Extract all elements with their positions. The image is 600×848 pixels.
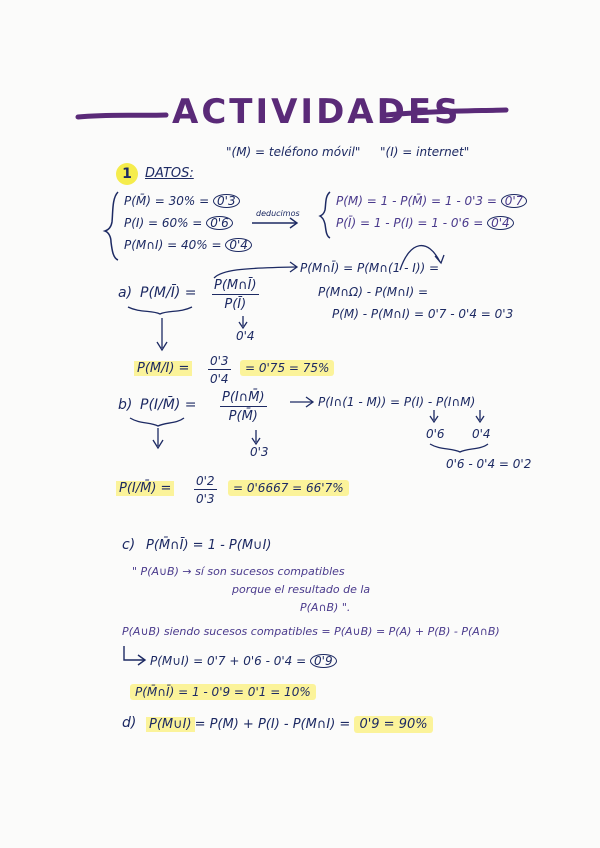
- legend-i: "(I) = internet": [380, 145, 470, 159]
- part-b-value: 0'4: [472, 427, 491, 441]
- part-c-calc: P(M∪I) = 0'7 + 0'6 - 0'4 = 0'9: [150, 654, 337, 668]
- given-value: 0'6: [206, 216, 233, 230]
- part-c-label: c): [122, 537, 136, 553]
- part-c-note-line: porque el resultado de la: [232, 583, 371, 596]
- underbrace-b: [130, 418, 184, 426]
- part-a-result-fraction: $\frac{0'3}{0'4}$: [210, 354, 229, 386]
- part-c-formula: P(A∪B) siendo sucesos compatibles = P(A∪B) = P(A) + P(B) - P(A∩B): [122, 625, 500, 638]
- part-b-fraction: $\frac{P(I\cap M̄)}{P(M̄)}$: [222, 390, 265, 424]
- deduced-value: 0'7: [501, 194, 528, 208]
- title-rule-left: [78, 115, 166, 117]
- deduced-brace: [320, 192, 330, 238]
- part-d-row: P(M∪I) = P(M) + P(I) - P(M∩I) = 0'9 = 90%: [146, 718, 433, 731]
- part-a-result: = 0'75 = 75%: [240, 362, 334, 374]
- side-arrow-a: [214, 267, 296, 278]
- deduce-label: deducimos: [256, 209, 300, 218]
- given-row: P(I) = 60% = 0'6: [124, 216, 233, 230]
- given-brace: [105, 192, 118, 260]
- part-d-label: d): [122, 715, 137, 731]
- given-row: P(M∩I) = 40% = 0'4: [124, 238, 252, 252]
- part-a-label: a): [118, 285, 133, 301]
- part-b-lhs: P(I/M̄) =: [140, 397, 197, 413]
- part-b-result-fraction: $\frac{0'2}{0'3}$: [196, 474, 215, 506]
- part-b-den-value: 0'3: [250, 445, 269, 459]
- part-c-result: P(M̄∩Ī) = 1 - 0'9 = 0'1 = 10%: [130, 686, 316, 698]
- part-a-lhs: P(M/Ī) =: [140, 285, 197, 301]
- part-c-calc-value: 0'9: [310, 654, 337, 668]
- part-c-note-line: P(A∩B) ".: [300, 601, 351, 614]
- datos-label: DATOS:: [145, 166, 194, 181]
- page-title: ACTIVIDADES: [172, 92, 462, 132]
- part-c-note-line: " P(A∪B) → sí son sucesos compatibles: [132, 565, 345, 578]
- part-a-fraction: $\frac{P(M\cap Ī)}{P(Ī)}$: [214, 278, 257, 312]
- deduced-value: 0'4: [487, 216, 514, 230]
- part-a-side-line: P(M) - P(M∩I) = 0'7 - 0'4 = 0'3: [332, 307, 514, 321]
- part-b-value: 0'6: [426, 427, 445, 441]
- part-b-diff: 0'6 - 0'4 = 0'2: [446, 457, 532, 471]
- underbrace-b2: [430, 444, 488, 452]
- underbrace-a: [128, 307, 192, 314]
- part-b-label: b): [118, 397, 133, 413]
- exercise-number-badge: 1: [116, 163, 138, 185]
- deduced-row: P(Ī) = 1 - P(I) = 1 - 0'6 = 0'4: [336, 216, 514, 230]
- part-a-side-line: P(M∩Ī) = P(M∩(1 - I)) =: [300, 261, 440, 275]
- part-b-result: = 0'6667 = 66'7%: [228, 482, 349, 494]
- given-value: 0'4: [225, 238, 252, 252]
- part-c-expr: P(M̄∩Ī) = 1 - P(M∪I): [146, 538, 272, 553]
- part-b-side: P(I∩(1 - M)) = P(I) - P(I∩M): [318, 395, 476, 409]
- given-row: P(M̄) = 30% = 0'3: [124, 194, 240, 208]
- part-a-den-value: 0'4: [236, 329, 255, 343]
- given-value: 0'3: [213, 194, 240, 208]
- part-a-side-line: P(M∩Ω) - P(M∩I) =: [318, 285, 429, 299]
- legend-m: "(M) = teléfono móvil": [226, 145, 361, 159]
- part-b-result-row: P(I/M̄) =: [116, 482, 174, 495]
- deduced-row: P(M) = 1 - P(M̄) = 1 - 0'3 = 0'7: [336, 194, 527, 208]
- part-a-result-row: P(M/I) =: [134, 362, 192, 375]
